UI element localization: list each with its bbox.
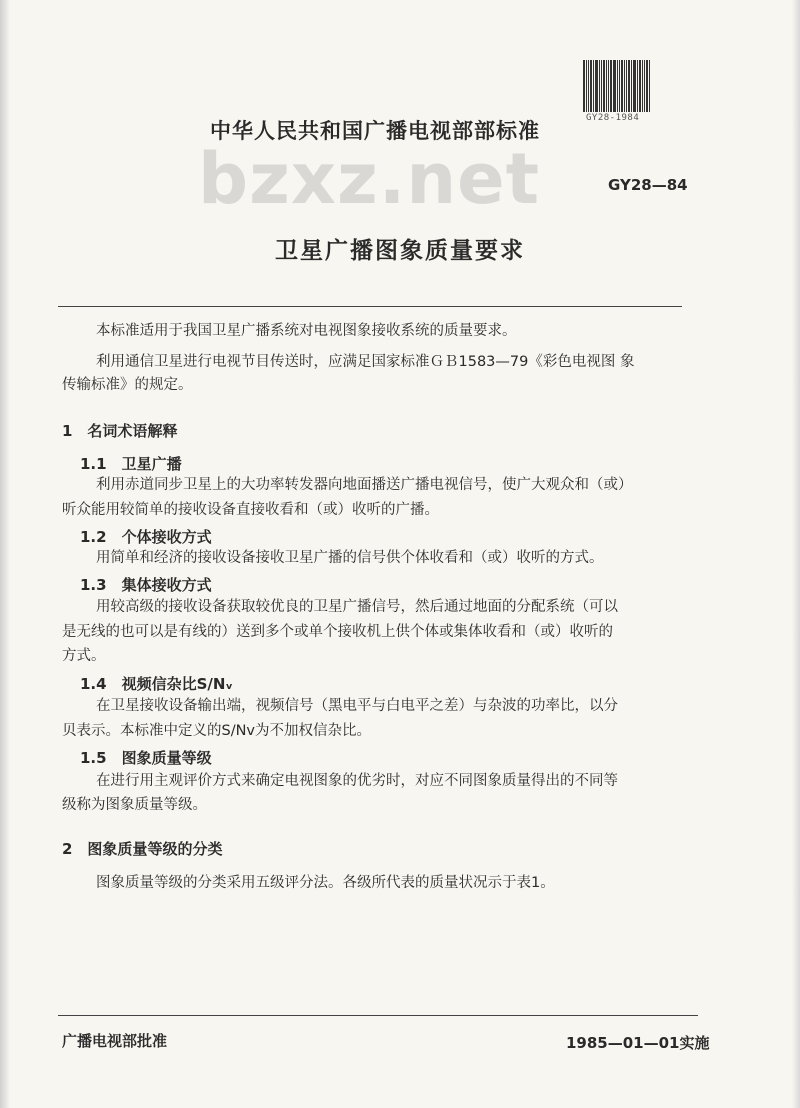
section-2-line-1: 图象质量等级的分类采用五级评分法。各级所代表的质量状况示于表1。 bbox=[96, 875, 555, 891]
section-1-2-heading: 1.2 个体接收方式 bbox=[80, 528, 212, 546]
standard-code: GY28—84 bbox=[608, 176, 688, 194]
section-1-heading: 1 名词术语解释 bbox=[62, 422, 178, 440]
barcode-icon bbox=[583, 60, 651, 112]
footer-divider bbox=[58, 1015, 698, 1016]
standard-organization: 中华人民共和国广播电视部部标准 bbox=[210, 119, 540, 143]
section-1-4-line-2: 贝表示。本标准中定义的S/Nv为不加权信杂比。 bbox=[62, 723, 372, 739]
header-divider bbox=[58, 306, 682, 307]
section-1-3-line-2: 是无线的也可以是有线的）送到多个或单个接收机上供个体或集体收看和（或）收听的 bbox=[62, 624, 613, 640]
watermark: bzxz.net bbox=[198, 138, 541, 220]
section-1-5-line-1: 在进行用主观评价方式来确定电视图象的优劣时，对应不同图象质量得出的不同等 bbox=[96, 773, 618, 789]
section-1-3-heading: 1.3 集体接收方式 bbox=[80, 576, 212, 594]
approval-authority: 广播电视部批准 bbox=[62, 1032, 168, 1050]
barcode-number: GY28-1984 bbox=[586, 113, 640, 123]
section-1-4-heading: 1.4 视频信杂比S/Nᵥ bbox=[80, 675, 233, 693]
page-edge-shadow-right bbox=[792, 0, 800, 1108]
effective-date: 1985—01—01实施 bbox=[566, 1034, 710, 1052]
section-1-4-line-1: 在卫星接收设备输出端，视频信号（黑电平与白电平之差）与杂波的功率比，以分 bbox=[96, 698, 618, 714]
section-1-2-line-1: 用简单和经济的接收设备接收卫星广播的信号供个体收看和（或）收听的方式。 bbox=[96, 550, 604, 566]
section-2-heading: 2 图象质量等级的分类 bbox=[62, 840, 223, 858]
section-1-3-line-1: 用较高级的接收设备获取较优良的卫星广播信号，然后通过地面的分配系统（可以 bbox=[96, 599, 618, 615]
intro-line-3: 传输标准》的规定。 bbox=[62, 377, 193, 393]
section-1-1-heading: 1.1 卫星广播 bbox=[80, 455, 182, 473]
section-1-5-heading: 1.5 图象质量等级 bbox=[80, 749, 212, 767]
section-1-1-line-1: 利用赤道同步卫星上的大功率转发器向地面播送广播电视信号，使广大观众和（或） bbox=[96, 477, 633, 493]
section-1-5-line-2: 级称为图象质量等级。 bbox=[62, 797, 207, 813]
intro-line-1: 本标准适用于我国卫星广播系统对电视图象接收系统的质量要求。 bbox=[96, 323, 517, 339]
page-edge-shadow bbox=[0, 0, 10, 1108]
section-1-3-line-3: 方式。 bbox=[62, 648, 106, 664]
section-1-1-line-2: 听众能用较简单的接收设备直接收看和（或）收听的广播。 bbox=[62, 502, 439, 518]
intro-line-2: 利用通信卫星进行电视节目传送时，应满足国家标准ＧＢ1583—79《彩色电视图 象 bbox=[96, 354, 635, 370]
document-title: 卫星广播图象质量要求 bbox=[275, 238, 525, 264]
